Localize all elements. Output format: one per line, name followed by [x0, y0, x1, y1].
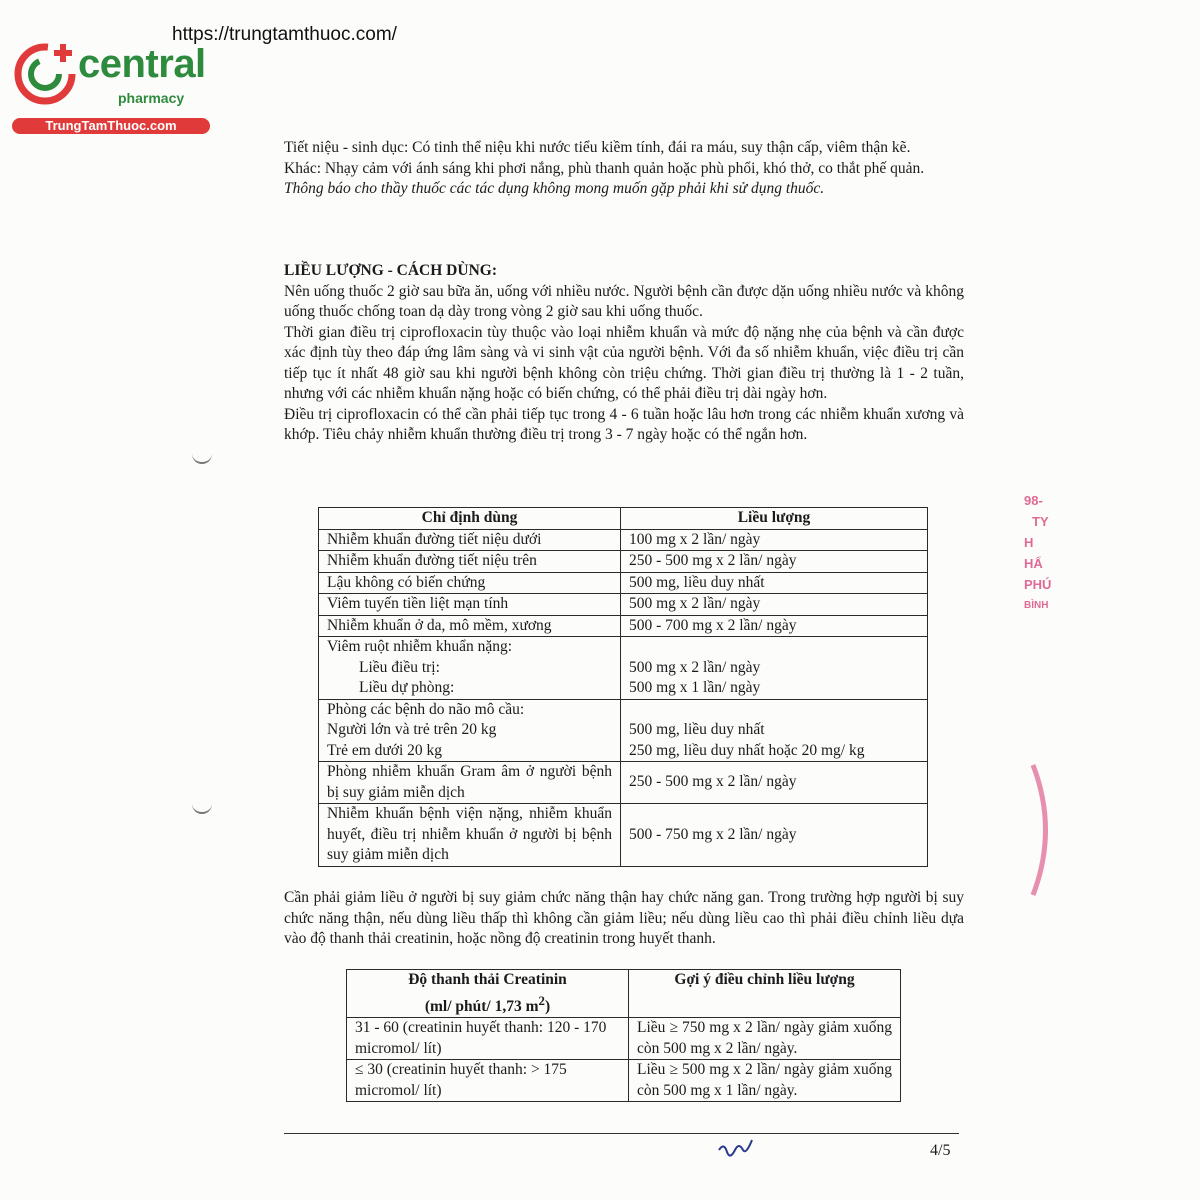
page-number: 4/5 [930, 1142, 951, 1159]
indication-cell: Nhiễm khuẩn ở da, mô mềm, xương [319, 615, 621, 637]
indication-sub: Trẻ em dưới 20 kg [327, 741, 443, 759]
indication-cell: Nhiễm khuẩn đường tiết niệu dưới [319, 529, 621, 551]
dosage-section [284, 261, 964, 446]
indication-cell: Nhiễm khuẩn đường tiết niệu trên [319, 551, 621, 573]
company-stamp [1024, 490, 1051, 616]
adverse-effects-section [284, 138, 964, 200]
binder-hole [192, 800, 212, 814]
stamp-text: 98- [1024, 493, 1043, 508]
source-url[interactable]: https://trungtamthuoc.com/ [172, 24, 397, 45]
dose-cell [621, 637, 928, 700]
table-row [319, 637, 928, 700]
table-row [347, 1060, 901, 1102]
table-header-row [319, 508, 928, 530]
table-header-row [347, 970, 901, 1018]
dose-cell: 500 mg, liều duy nhất [621, 572, 928, 594]
paragraph: Khác: Nhạy cảm với ánh sáng khi phơi nắng, phù thanh quản hoặc phù phổi, khó thở, co thắt phế quản. [284, 159, 925, 177]
paragraph: Cần phải giảm liều ở người bị suy giảm chức năng thận hay chức năng gan. Trong trường hợp người bị suy chức năng thận, nếu dùng liều thấp thì không cần giảm liều; nếu dùng liều cao thì phải điều chỉnh liều dựa vào độ thanh thải creatinin, hoặc nồng độ creatinin trong huyết thanh. [284, 889, 964, 947]
indication-cell: Lậu không có biến chứng [319, 572, 621, 594]
adjustment-cell: Liều ≥ 500 mg x 2 lần/ ngày giảm xuống còn 500 mg x 1 lần/ ngày. [629, 1060, 901, 1102]
indication-sub: Liều dự phòng: [359, 679, 455, 696]
dose-cell: 250 - 500 mg x 2 lần/ ngày [621, 551, 928, 573]
clearance-cell: ≤ 30 (creatinin huyết thanh: > 175 micromol/ lít) [347, 1060, 629, 1102]
indication-sub: Người lớn và trẻ trên 20 kg [327, 721, 497, 738]
logo-name: central [78, 42, 206, 86]
header-unit: (ml/ phút/ 1,73 m [424, 997, 539, 1015]
table-row [319, 551, 928, 573]
column-header: Gợi ý điều chỉnh liều lượng [629, 970, 901, 1018]
stamp-text: HẨ [1024, 556, 1043, 571]
dose-line: 500 mg, liều duy nhất [629, 721, 765, 738]
paragraph: Tiết niệu - sinh dục: Có tinh thể niệu khi nước tiểu kiềm tính, đái ra máu, suy thận cấp, viêm thận kẽ. [284, 139, 911, 156]
dosage-table [318, 507, 928, 867]
stamp-arc [1028, 760, 1058, 900]
table-row [319, 699, 928, 762]
indication-cell [319, 699, 621, 762]
indication-title: Viêm ruột nhiễm khuẩn nặng: [327, 638, 513, 655]
stamp-text: PHÚ [1024, 577, 1052, 592]
header-superscript: 2 [538, 992, 545, 1008]
paragraph: Nên uống thuốc 2 giờ sau bữa ăn, uống với nhiều nước. Người bệnh cần được dặn uống nhiều nước và không uống thuốc chống toan dạ dày trong vòng 2 giờ sau khi uống thuốc. [284, 282, 964, 320]
renal-adjustment-section [284, 888, 964, 950]
indication-cell [319, 637, 621, 700]
indication-cell: Viêm tuyến tiền liệt mạn tính [319, 594, 621, 616]
creatinine-table [346, 969, 901, 1102]
column-header [347, 970, 629, 1018]
stamp-text: TY [1032, 514, 1049, 529]
table-row [347, 1018, 901, 1060]
binder-hole [192, 450, 212, 464]
dose-cell: 500 - 700 mg x 2 lần/ ngày [621, 615, 928, 637]
dose-cell: 500 mg x 2 lần/ ngày [621, 594, 928, 616]
column-header: Liều lượng [621, 508, 928, 530]
dose-line: 500 mg x 1 lần/ ngày [629, 679, 761, 696]
column-header: Chỉ định dùng [319, 508, 621, 530]
dose-cell: 250 - 500 mg x 2 lần/ ngày [621, 762, 928, 804]
dose-cell [621, 699, 928, 762]
table-row [319, 804, 928, 867]
dose-line: 250 mg, liều duy nhất hoặc 20 mg/ kg [629, 741, 865, 759]
signature-mark [716, 1138, 756, 1162]
table-row [319, 762, 928, 804]
logo-subtitle: pharmacy [118, 90, 185, 106]
dose-cell: 500 - 750 mg x 2 lần/ ngày [621, 804, 928, 867]
header-line [355, 991, 620, 1018]
indication-cell: Nhiễm khuẩn bệnh viện nặng, nhiễm khuẩn huyết, điều trị nhiễm khuẩn ở người bị bệnh suy giảm miễn dịch [319, 804, 621, 867]
dose-cell: 100 mg x 2 lần/ ngày [621, 529, 928, 551]
paragraph: Thời gian điều trị ciprofloxacin tùy thuộc vào loại nhiễm khuẩn và mức độ nặng nhẹ của bệnh và cần được xác định tùy theo đáp ứng lâm sàng và vi sinh vật của người bệnh. Với đa số nhiễm khuẩn, việc điều trị cần tiếp tục ít nhất 48 giờ sau khi người bệnh không còn triệu chứng. Thời gian điều trị thường là 1 - 2 tuần, nhưng với các nhiễm khuẩn nặng hoặc có biến chứng, có thể phải điều trị dài ngày hơn. [284, 323, 964, 402]
paragraph: Điều trị ciprofloxacin có thể cần phải tiếp tục trong 4 - 6 tuần hoặc lâu hơn trong các nhiễm khuẩn xương và khớp. Tiêu chảy nhiễm khuẩn thường điều trị trong 3 - 7 ngày hoặc có thể ngắn hơn. [284, 405, 964, 443]
notice-paragraph: Thông báo cho thầy thuốc các tác dụng không mong muốn gặp phải khi sử dụng thuốc. [284, 180, 825, 197]
table-row [319, 615, 928, 637]
stamp-text: BÌNH [1024, 600, 1049, 611]
indication-title: Phòng các bệnh do não mô cầu: [327, 700, 525, 718]
stamp-text: H [1024, 535, 1034, 550]
table-row [319, 572, 928, 594]
table-row [319, 529, 928, 551]
logo-website-bar: TrungTamThuoc.com [12, 118, 210, 134]
adjustment-cell: Liều ≥ 750 mg x 2 lần/ ngày giảm xuống còn 500 mg x 2 lần/ ngày. [629, 1018, 901, 1060]
header-close: ) [544, 997, 551, 1015]
clearance-cell: 31 - 60 (creatinin huyết thanh: 120 - 170 micromol/ lít) [347, 1018, 629, 1060]
header-line: Độ thanh thải Creatinin [408, 971, 567, 988]
indication-sub: Liều điều trị: [359, 658, 440, 676]
section-heading: LIỀU LƯỢNG - CÁCH DÙNG: [284, 262, 497, 279]
indication-cell: Phòng nhiễm khuẩn Gram âm ở người bệnh bị suy giảm miễn dịch [319, 762, 621, 804]
dose-line: 500 mg x 2 lần/ ngày [629, 658, 761, 676]
footer-divider [284, 1133, 959, 1134]
table-row [319, 594, 928, 616]
